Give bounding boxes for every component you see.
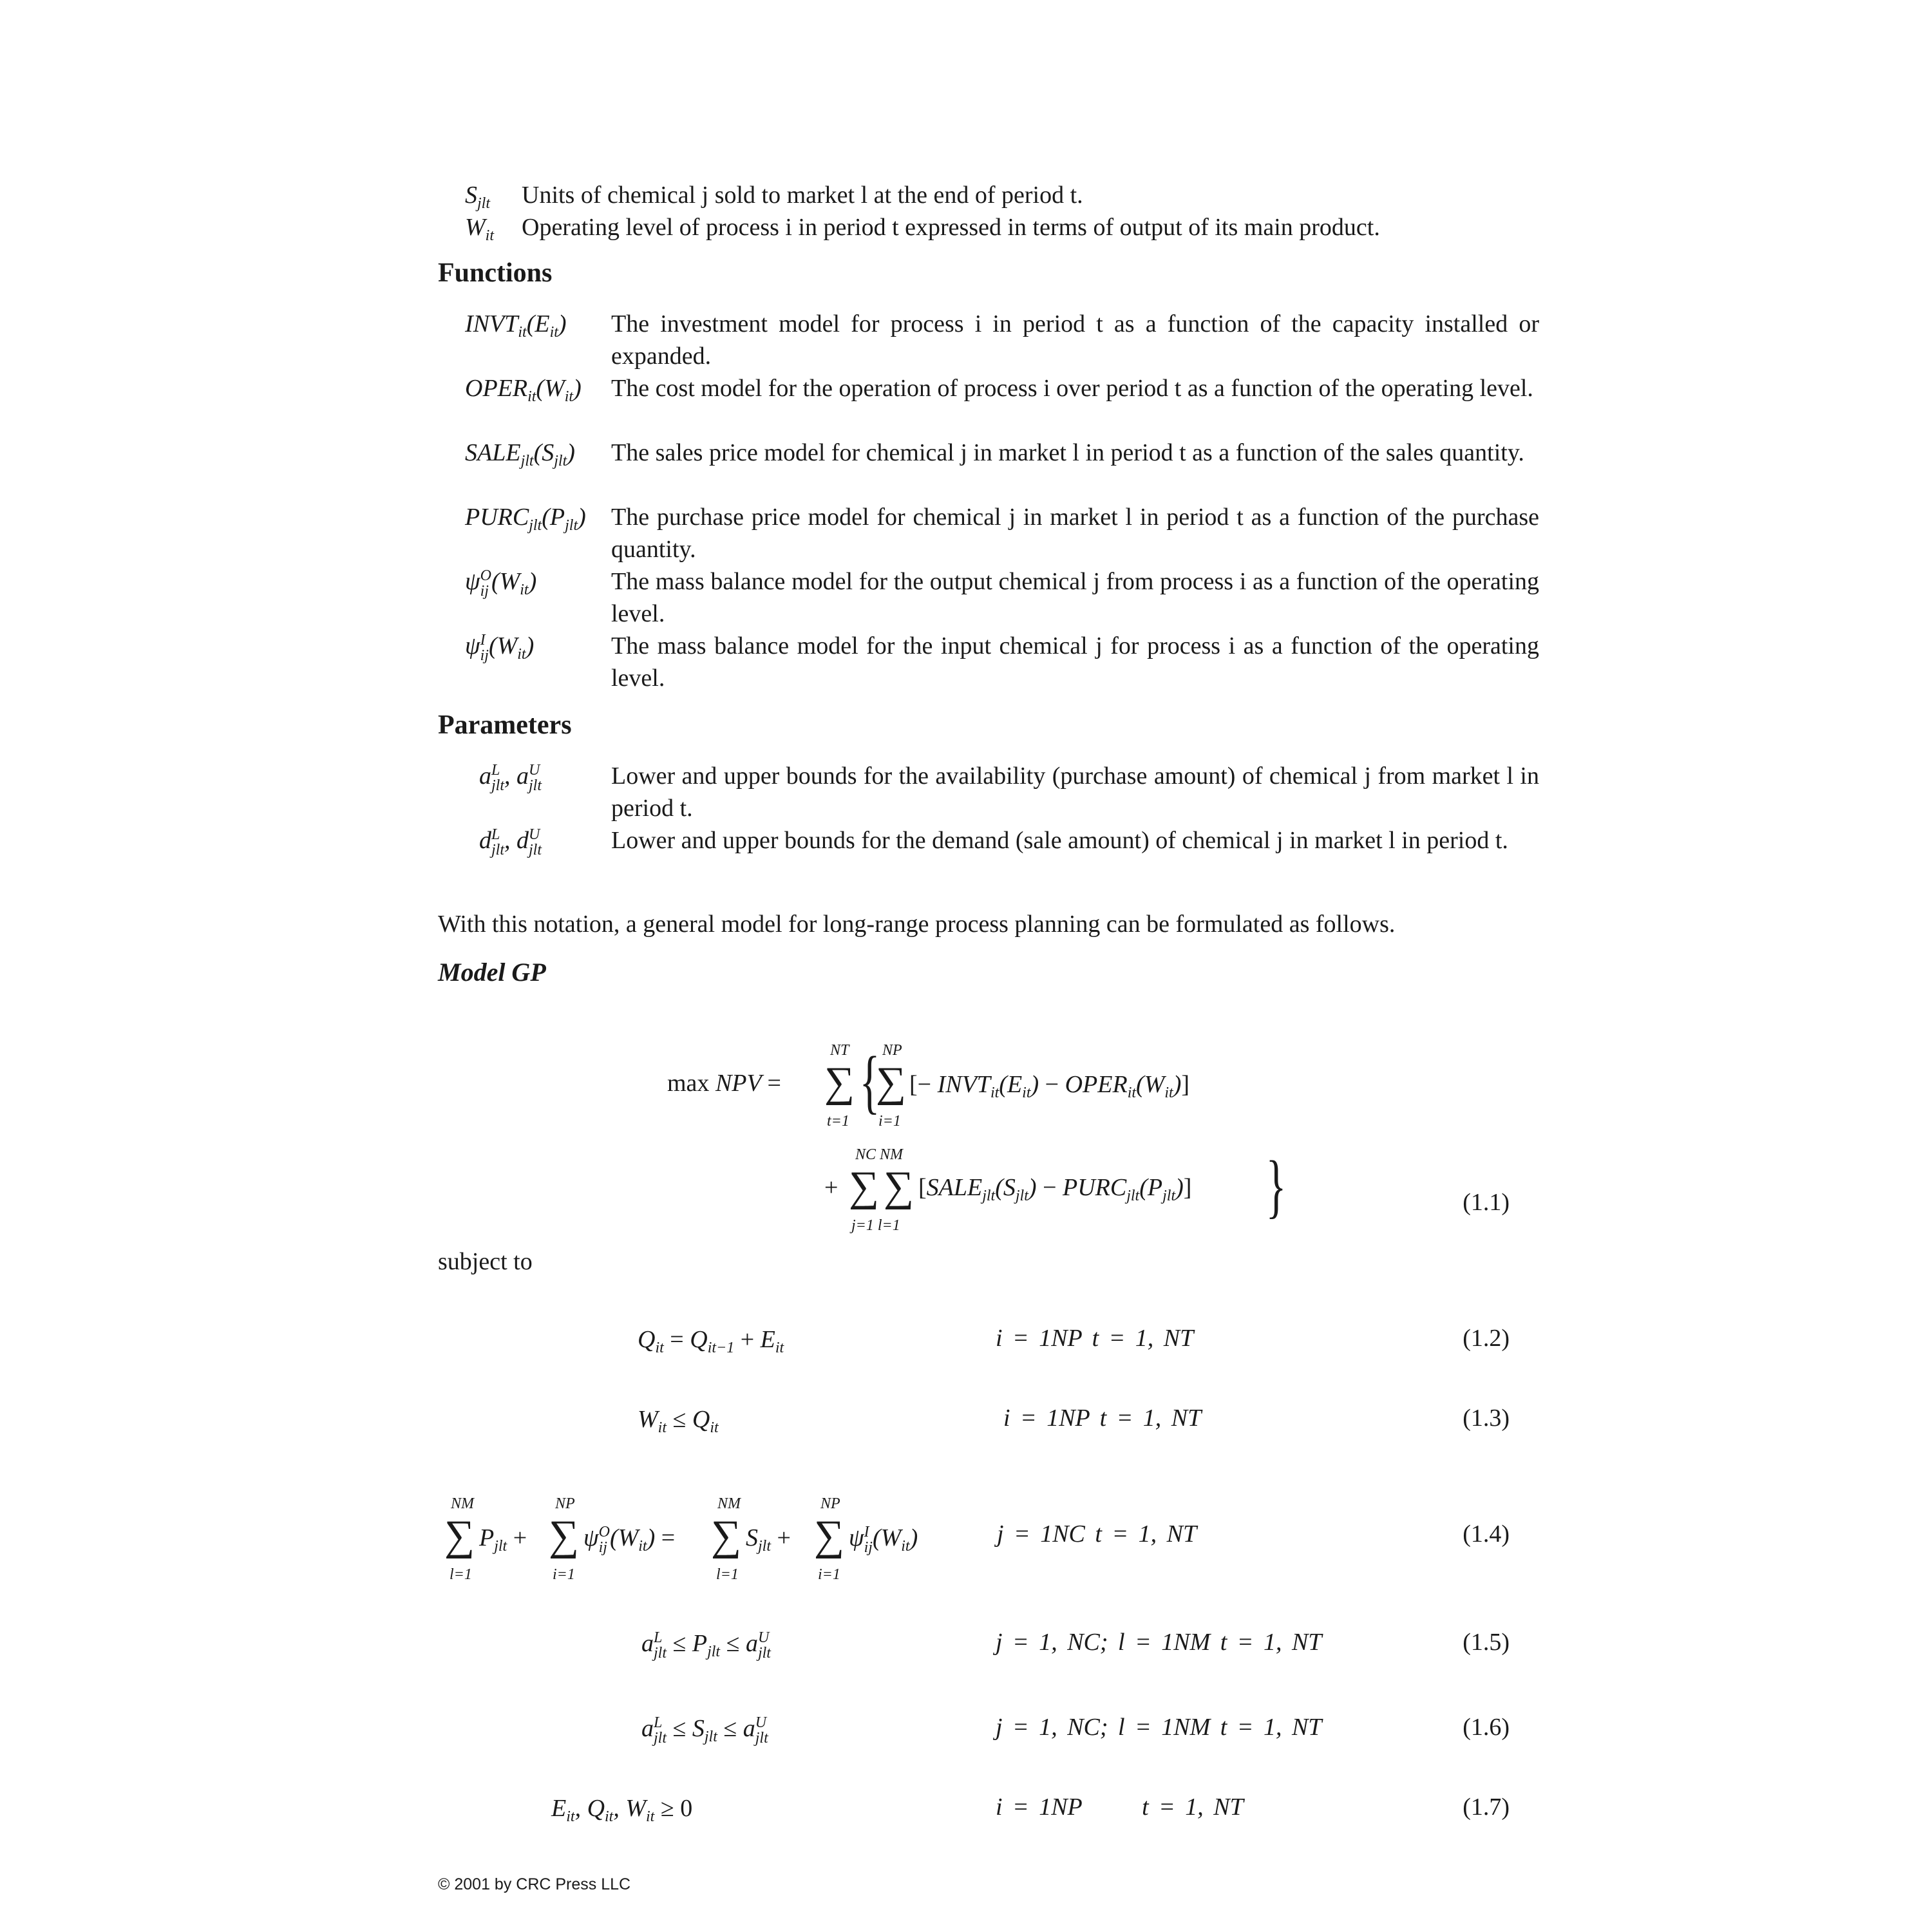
equation-1-4-range: j = 1NC t = 1, NT <box>997 1520 1197 1548</box>
equation-1-3: $W_{it} \le Q_{it}$ <box>638 1406 719 1436</box>
equation-1-5: a L jlt ≤ $P_{jlt} \le a$ U jlt <box>641 1629 771 1662</box>
sum-symbol: ∑ <box>814 1512 845 1559</box>
equation-number: (1.6) <box>1463 1714 1510 1741</box>
equation-1-2-range: i = 1NP t = 1, NT <box>996 1325 1194 1352</box>
function-row-sale <box>465 437 1539 501</box>
function-row-oper <box>465 372 1539 437</box>
sum-lower-limit: l=1 <box>450 1566 472 1583</box>
equation-number: (1.7) <box>1463 1794 1510 1821</box>
equation-1-1-terms-2: [$SALE_{jlt}(S_{jlt})$ − $PURC_{jlt}(P_{jlt})$] <box>918 1174 1192 1204</box>
equation-1-6: a L jlt ≤ $S_{jlt} \le a$ U jlt <box>641 1714 768 1747</box>
variable-row-W <box>465 211 1560 252</box>
parameter-symbol: d L jlt , d U jlt <box>479 826 542 858</box>
function-symbol: $INVT_{it}(E_{it})$ <box>465 310 567 341</box>
function-description: The mass balance model for the input chemical j for process i as a function of the operating level. <box>611 632 1539 692</box>
sum-upper-limit: NP <box>820 1495 840 1512</box>
subject-to-label: subject to <box>438 1248 533 1275</box>
sum-lower-limit: i=1 <box>553 1566 575 1583</box>
sum-upper-limit: NP <box>882 1042 902 1059</box>
sum-upper-limit: NM <box>451 1495 474 1512</box>
sum-upper-limit: NC NM <box>855 1146 904 1163</box>
intro-paragraph: With this notation, a general model for long-range process planning can be formulated as follows. <box>438 911 1396 938</box>
function-symbol: $SALE_{jlt}(S_{jlt})$ <box>465 439 575 469</box>
equation-1-4-term-psi-i: ψ I ij $(W_{it})$ <box>849 1524 918 1556</box>
equation-1-1-line-1: max NPV = <box>667 1070 781 1097</box>
function-description: The investment model for process i in period t as a function of the capacity installed or expanded. <box>611 310 1539 370</box>
equation-1-7: $E_{it}$, $Q_{it}$, $W_{it} \ge 0$ <box>551 1795 693 1825</box>
sum-symbol: ∑ <box>711 1512 742 1559</box>
model-title: Model GP <box>438 958 546 987</box>
equation-1-5-range: j = 1, NC; l = 1NM t = 1, NT <box>996 1629 1322 1656</box>
equation-number: (1.1) <box>1463 1189 1510 1216</box>
equation-1-1-terms-1: [− $INVT_{it}(E_{it})$ − $OPER_{it}(W_{it})$] <box>909 1071 1189 1101</box>
sum-symbol: ∑ <box>849 1163 880 1210</box>
function-description: The sales price model for chemical j in market l in period t as a function of the sales quantity. <box>611 439 1524 466</box>
sum-upper-limit: NM <box>717 1495 741 1512</box>
sum-symbol: ∑ <box>884 1163 914 1210</box>
equation-1-3-range: i = 1NP t = 1, NT <box>1003 1405 1202 1432</box>
function-description: The cost model for the operation of process i over period t as a function of the operating level. <box>611 375 1533 402</box>
equation-number: (1.4) <box>1463 1520 1510 1548</box>
copyright-footer: © 2001 by CRC Press LLC <box>438 1875 631 1893</box>
sum-upper-limit: NT <box>830 1042 849 1059</box>
parameters-heading: Parameters <box>438 710 572 740</box>
function-row-purc <box>465 501 1539 565</box>
function-row-psi-output <box>465 565 1539 630</box>
sum-symbol: ∑ <box>876 1059 907 1106</box>
variable-symbol: $S_{jlt}$ <box>465 182 491 212</box>
parameter-description: Lower and upper bounds for the availability (purchase amount) of chemical j from market l in period t. <box>611 762 1539 822</box>
sum-lower-limit: l=1 <box>716 1566 739 1583</box>
left-brace: { <box>859 1042 880 1121</box>
equation-number: (1.2) <box>1463 1325 1510 1352</box>
sum-symbol: ∑ <box>549 1512 580 1559</box>
equation-1-2: $Q_{it} = Q_{it-1} + E_{it}$ <box>638 1326 784 1356</box>
equation-number: (1.3) <box>1463 1405 1510 1432</box>
sum-lower-limit: i=1 <box>818 1566 840 1583</box>
parameter-row-a <box>465 760 1539 824</box>
function-row-psi-input <box>465 630 1539 694</box>
variable-description: Operating level of process i in period t expressed in terms of output of its main product. <box>522 214 1380 241</box>
equation-1-4-term-psi-o: ψ O ij $(W_{it})$ = <box>583 1524 676 1556</box>
variable-symbol: $W_{it}$ <box>465 214 494 244</box>
function-description: The purchase price model for chemical j in market l in period t as a function of the purchase quantity. <box>611 504 1539 563</box>
equation-number: (1.5) <box>1463 1629 1510 1656</box>
sum-symbol: ∑ <box>824 1059 855 1106</box>
equation-1-6-range: j = 1, NC; l = 1NM t = 1, NT <box>996 1714 1322 1741</box>
function-symbol: ψ I ij $(W_{it})$ <box>465 632 535 664</box>
function-row-invt <box>465 308 1539 372</box>
function-description: The mass balance model for the output chemical j from process i as a function of the operating level. <box>611 568 1539 627</box>
equation-1-1-plus: + <box>824 1174 838 1201</box>
variable-description: Units of chemical j sold to market l at the end of period t. <box>522 182 1083 209</box>
sum-upper-limit: NP <box>555 1495 575 1512</box>
sum-lower-limit: j=1 l=1 <box>851 1217 900 1234</box>
right-brace: } <box>1265 1146 1287 1225</box>
function-symbol: ψ O ij $(W_{it})$ <box>465 567 537 600</box>
function-symbol: $PURC_{jlt}(P_{jlt})$ <box>465 504 586 534</box>
equation-1-7-range: i = 1NP t = 1, NT <box>996 1794 1244 1821</box>
equation-1-4-term-s: $S_{jlt}$ + <box>746 1524 791 1555</box>
sum-lower-limit: i=1 <box>878 1113 901 1130</box>
sum-symbol: ∑ <box>444 1512 475 1559</box>
equation-1-4-term-p: $P_{jlt}$ + <box>479 1524 527 1555</box>
parameter-symbol: a L jlt , a U jlt <box>479 762 542 794</box>
parameter-row-d <box>465 824 1539 889</box>
parameter-description: Lower and upper bounds for the demand (sale amount) of chemical j in market l in period t. <box>611 827 1508 854</box>
function-symbol: $OPER_{it}(W_{it})$ <box>465 375 582 405</box>
sum-lower-limit: t=1 <box>827 1113 849 1130</box>
functions-heading: Functions <box>438 258 553 288</box>
